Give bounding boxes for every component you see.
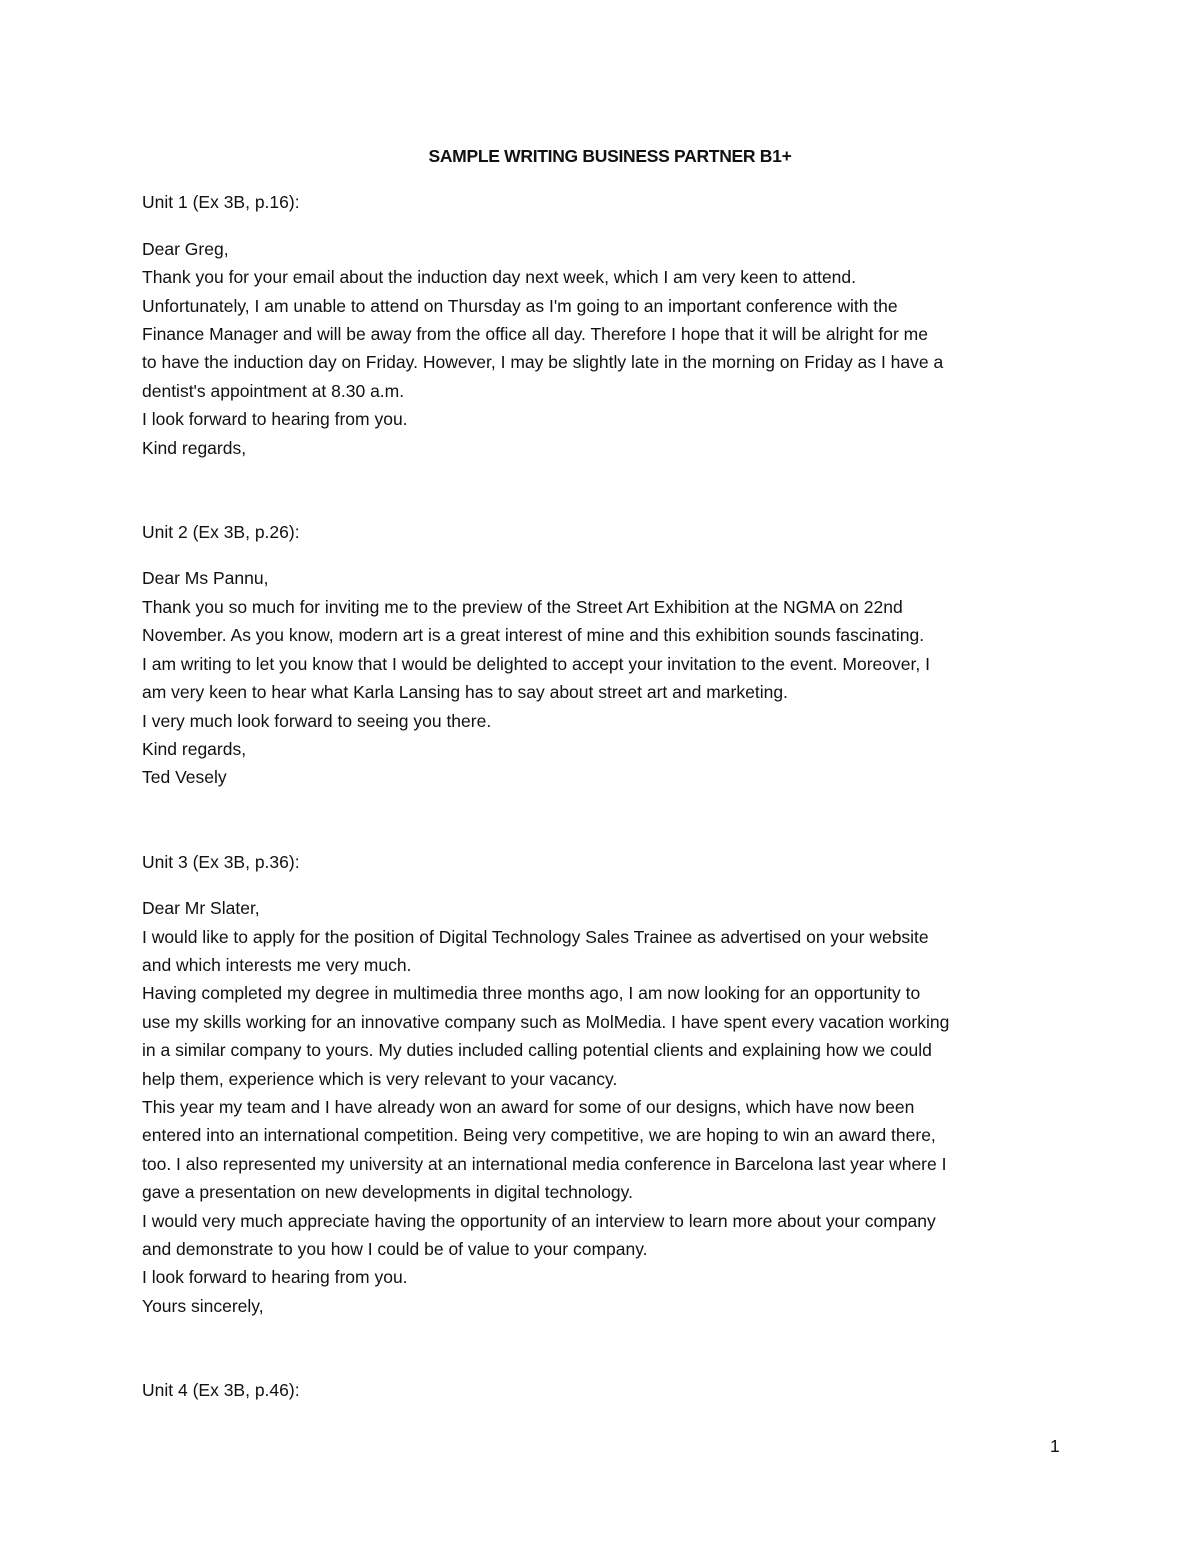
letter-line: Thank you so much for inviting me to the preview of the Street Art Exhibition at the NGMA on 22nd [142,596,903,617]
letter-line: This year my team and I have already won an award for some of our designs, which have now been [142,1096,915,1117]
unit-2-section [142,518,1062,792]
unit-1-section [142,188,1062,462]
letter-line: dentist's appointment at 8.30 a.m. [142,380,405,401]
letter-line: Ted Vesely [142,767,227,788]
unit-heading: Unit 3 (Ex 3B, p.36): [142,851,300,872]
letter-line: I look forward to hearing from you. [142,1267,408,1288]
letter-line: I would like to apply for the position of Digital Technology Sales Trainee as advertised on your website [142,926,929,947]
unit-heading: Unit 2 (Ex 3B, p.26): [142,522,300,543]
letter-line: Dear Ms Pannu, [142,568,269,589]
unit-3-section [142,848,1062,1321]
letter-line: I would very much appreciate having the opportunity of an interview to learn more about your company [142,1210,936,1231]
letter-line: too. I also represented my university at an international media conference in Barcelona last year where I [142,1153,947,1174]
letter-line: in a similar company to yours. My duties included calling potential clients and explaining how we could [142,1040,932,1061]
letter-line: gave a presentation on new developments in digital technology. [142,1182,633,1203]
letter-line: Yours sincerely, [142,1295,264,1316]
letter-line: Dear Greg, [142,238,229,259]
letter-line: Dear Mr Slater, [142,898,260,919]
page-content [142,142,1062,1461]
letter-line: I look forward to hearing from you. [142,409,408,430]
letter-line: to have the induction day on Friday. However, I may be slightly late in the morning on Friday as I have a [142,352,944,373]
unit-heading: Unit 4 (Ex 3B, p.46): [142,1380,300,1401]
letter-line: Finance Manager and will be away from the office all day. Therefore I hope that it will be alright for me [142,324,928,345]
letter-line: November. As you know, modern art is a great interest of mine and this exhibition sounds fascinating. [142,625,925,646]
letter-line: Having completed my degree in multimedia three months ago, I am now looking for an opportunity to [142,983,921,1004]
letter-line: Kind regards, [142,738,247,759]
letter-line: I am writing to let you know that I would be delighted to accept your invitation to the event. Moreover, I [142,653,930,674]
letter-line: Unfortunately, I am unable to attend on Thursday as I'm going to an important conference with the [142,295,898,316]
letter-line: entered into an international competition. Being very competitive, we are hoping to win an award there, [142,1125,936,1146]
letter-line: I very much look forward to seeing you there. [142,710,492,731]
letter-line: Thank you for your email about the induction day next week, which I am very keen to attend. [142,267,857,288]
letter-line: and demonstrate to you how I could be of value to your company. [142,1239,648,1259]
unit-4-section [142,1376,1062,1404]
letter-line: help them, experience which is very relevant to your vacancy. [142,1068,618,1089]
letter-line: Kind regards, [142,437,247,458]
letter-line: am very keen to hear what Karla Lansing has to say about street art and marketing. [142,682,788,703]
document-title: SAMPLE WRITING BUSINESS PARTNER B1+ [428,146,792,166]
page-number: 1 [1050,1436,1060,1456]
unit-heading: Unit 1 (Ex 3B, p.16): [142,192,300,213]
letter-line: and which interests me very much. [142,954,412,975]
letter-line: use my skills working for an innovative company such as MolMedia. I have spent every vacation working [142,1011,950,1032]
